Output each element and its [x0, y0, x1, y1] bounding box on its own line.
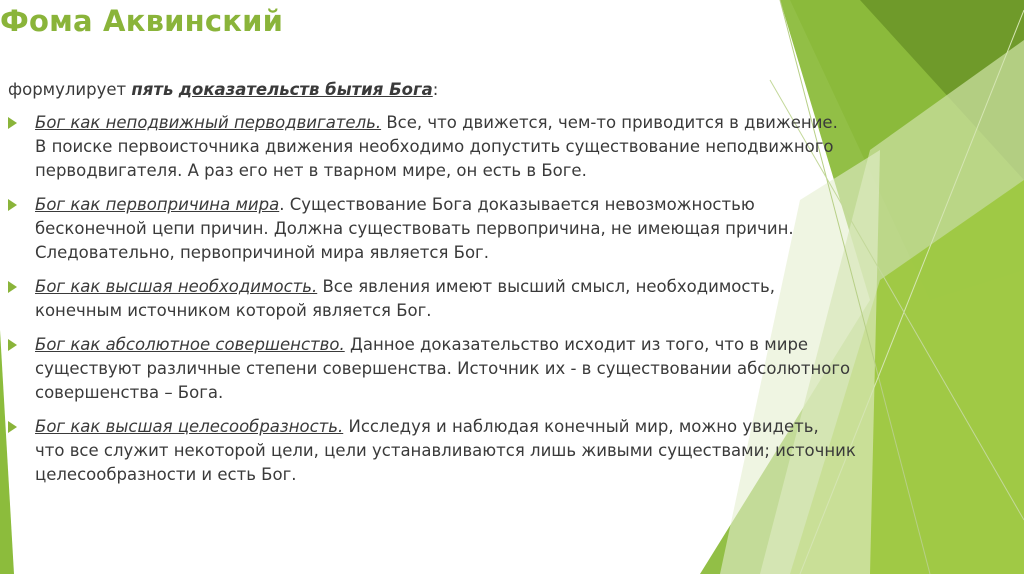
proof-lead: Бог как высшая необходимость. [35, 277, 318, 296]
triangle-bullet-icon [8, 281, 17, 293]
triangle-bullet-icon [8, 117, 17, 129]
proof-first-line [35, 111, 968, 135]
proof-text: Данное доказательство исходит из того, что в мире [344, 335, 809, 354]
proof-lead: Бог как неподвижный перводвигатель. [35, 113, 382, 132]
triangle-bullet-icon [8, 421, 17, 433]
proof-first-line [35, 415, 968, 439]
proof-item [8, 415, 968, 487]
proof-lead: Бог как высшая целесообразность. [35, 417, 344, 436]
proof-text: . Существование Бога доказывается невозможностью [279, 195, 755, 214]
proof-item [8, 275, 968, 323]
slide-body [8, 78, 968, 497]
proof-lead: Бог как первопричина мира [35, 195, 280, 214]
proof-text: Все явления имеют высший смысл, необходимость, [317, 277, 776, 296]
proof-item [8, 111, 968, 183]
intro-line [8, 78, 968, 102]
proof-line: конечным источником которой является Бог. [35, 301, 432, 320]
proof-list [8, 111, 968, 487]
intro-suffix: : [432, 80, 439, 99]
proof-line: Следовательно, первопричиной мира является Бог. [35, 243, 489, 262]
intro-subject: доказательств бытия Бога [178, 80, 433, 99]
triangle-bullet-icon [8, 199, 17, 211]
proof-line: перводвигателя. А раз его нет в тварном мире, он есть в Боге. [35, 161, 587, 180]
proof-first-line [35, 193, 968, 217]
proof-line: совершенства – Бога. [35, 383, 224, 402]
proof-line: В поиске первоисточника движения необходимо допустить существование неподвижного [35, 137, 834, 156]
slide-title: Фома Аквинский [0, 4, 284, 38]
proof-first-line [35, 333, 968, 357]
intro-count: пять [131, 80, 174, 99]
intro-prefix: формулирует [8, 80, 132, 99]
proof-item [8, 333, 968, 405]
proof-line: бесконечной цепи причин. Должна существовать первопричина, не имеющая причин. [35, 219, 794, 238]
proof-first-line [35, 275, 968, 299]
triangle-bullet-icon [8, 339, 17, 351]
proof-line: что все служит некоторой цели, цели устанавливаются лишь живыми существами; источник [35, 441, 856, 460]
proof-line: существуют различные степени совершенства. Источник их - в существовании абсолютного [35, 359, 851, 378]
proof-text: Исследуя и наблюдая конечный мир, можно увидеть, [343, 417, 819, 436]
proof-text: Все, что движется, чем-то приводится в движение. [381, 113, 838, 132]
proof-lead: Бог как абсолютное совершенство. [35, 335, 345, 354]
proof-line: целесообразности и есть Бог. [35, 465, 297, 484]
proof-item [8, 193, 968, 265]
